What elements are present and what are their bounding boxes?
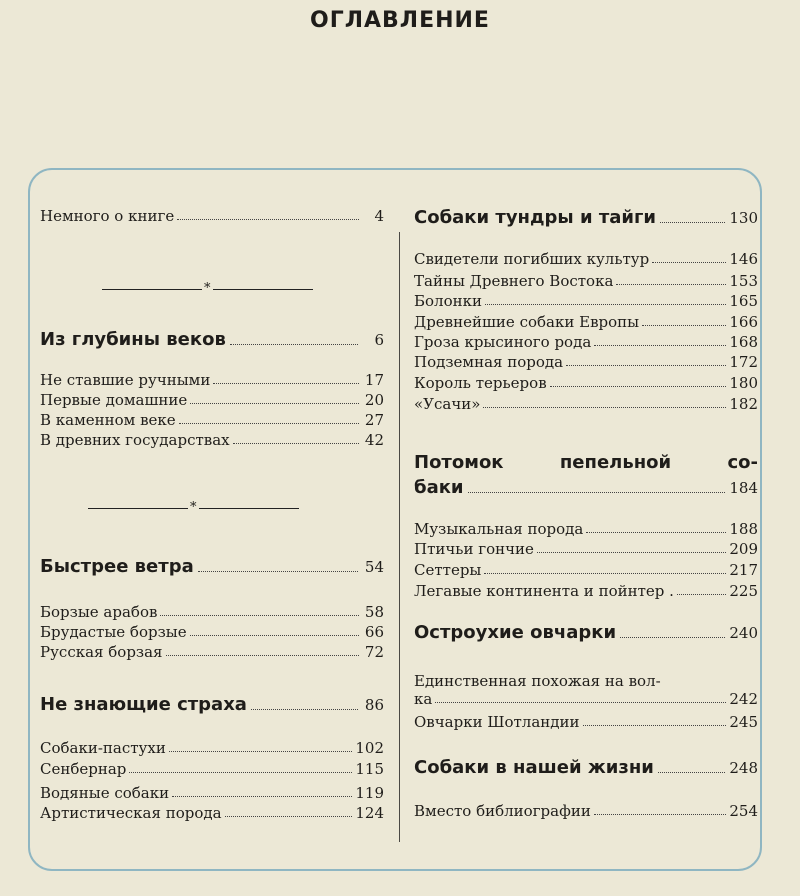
toc-entry[interactable]: Единственная похожая на вол- ка 242 [414,672,758,708]
toc-section-heading-5[interactable] [414,452,758,498]
toc-entry[interactable]: Музыкальная порода 188 [414,520,758,538]
toc-page-number: 86 [364,696,384,714]
toc-entry[interactable]: Король терьеров 180 [414,374,758,392]
section-title: Быстрее ветра [40,556,194,577]
toc-entry[interactable]: Болонки 165 [414,292,758,310]
leader-dots [177,219,359,220]
toc-entry-label: Немного о книге [40,207,175,225]
toc-page-number: 4 [374,207,384,225]
toc-entry[interactable]: «Усачи» 182 [414,395,758,413]
section-title: Собаки тундры и тайги [414,207,657,228]
toc-entry[interactable]: Брудастые борзые 66 [40,623,384,641]
toc-entry[interactable]: Водяные собаки 119 [40,784,384,802]
toc-entry[interactable]: Борзые арабов 58 [40,603,384,621]
toc-page-number: 240 [729,624,758,642]
toc-entry[interactable]: Птичьи гончие 209 [414,540,758,558]
toc-section-heading-3[interactable] [40,694,384,715]
toc-entry[interactable]: Легавые континента и пойнтер . 225 [414,582,758,600]
toc-entry[interactable]: Гроза крысиного рода 168 [414,333,758,351]
leader-dots [658,772,725,773]
page-title: ОГЛАВЛЕНИЕ [310,8,490,33]
toc-page-number: 54 [364,558,384,576]
leader-dots [230,344,358,345]
leader-dots [660,222,725,223]
toc-page-number: 248 [729,759,758,777]
toc-page-number: 184 [729,479,758,497]
toc-section-heading-2[interactable] [40,556,384,577]
toc-entry[interactable]: Сеттеры 217 [414,561,758,579]
toc-page-number: 6 [374,331,384,349]
leader-dots [198,571,358,572]
toc-entry[interactable]: Тайны Древнего Востока 153 [414,272,758,290]
toc-entry-outro[interactable]: Вместо библиографии 254 [414,802,758,820]
toc-section-heading-6[interactable] [414,622,758,643]
toc-entry[interactable]: В древних государствах 42 [40,431,384,449]
leader-dots [468,492,726,493]
toc-section-heading-7[interactable] [414,757,758,778]
section-title: Из глубины веков [40,329,226,350]
toc-entry[interactable]: Свидетели погибших культур 146 [414,250,758,268]
toc-entry-intro[interactable] [40,207,384,225]
section-title: Собаки в нашей жизни [414,757,654,778]
section-title-line: баки 184 [414,477,758,498]
section-title: Не знающие страха [40,694,247,715]
toc-entry[interactable]: Овчарки Шотландии 245 [414,713,758,731]
section-separator: * [102,284,313,294]
section-title-line: Потомок пепельной со- [414,452,758,473]
toc-entry[interactable]: Артистическая порода 124 [40,804,384,822]
leader-dots [251,709,358,710]
toc-entry[interactable]: Древнейшие собаки Европы 166 [414,313,758,331]
toc-entry[interactable]: В каменном веке 27 [40,411,384,429]
toc-entry[interactable]: Не ставшие ручными 17 [40,371,384,389]
toc-entry[interactable]: Собаки-пастухи 102 [40,739,384,757]
column-divider [399,232,400,842]
toc-entry[interactable]: Первые домашние 20 [40,391,384,409]
toc-entry[interactable]: Подземная порода 172 [414,353,758,371]
leader-dots [620,637,725,638]
toc-entry[interactable]: Сенбернар 115 [40,760,384,778]
toc-page-number: 130 [729,209,758,227]
section-separator: * [88,503,299,513]
section-title: Остроухие овчарки [414,622,617,643]
toc-section-heading-4[interactable] [414,207,758,228]
toc-section-heading-1[interactable] [40,329,384,350]
toc-entry[interactable]: Русская борзая 72 [40,643,384,661]
